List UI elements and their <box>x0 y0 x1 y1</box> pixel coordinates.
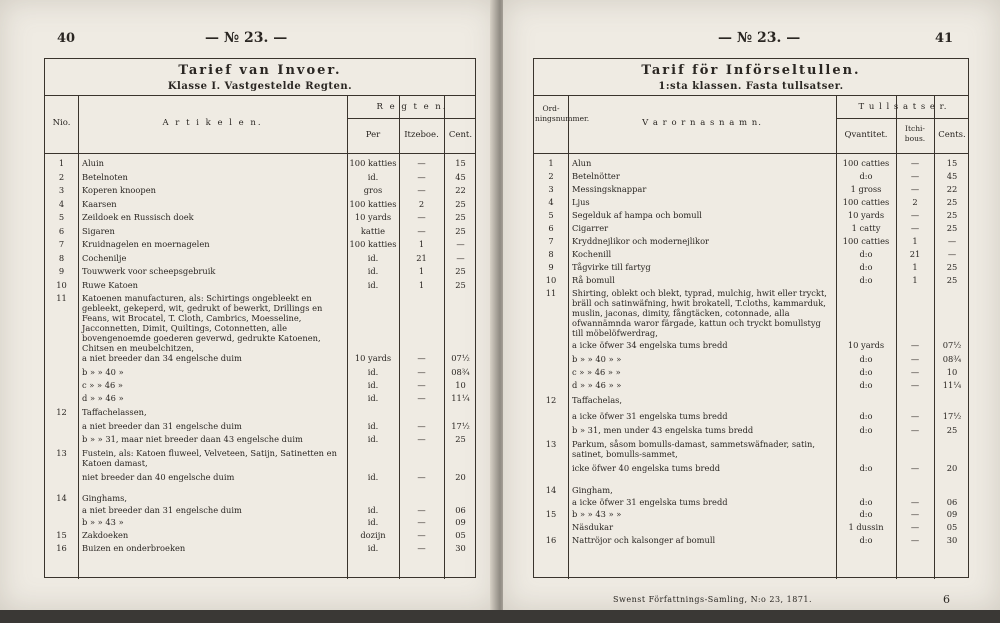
left-row-description: b » » 43 » <box>82 517 124 527</box>
right-row-cent: 05 <box>946 522 958 532</box>
right-table-row <box>534 395 968 411</box>
right-row-number: 6 <box>548 223 554 233</box>
right-row-cent: 25 <box>946 197 958 207</box>
right-table-row <box>534 522 968 535</box>
right-col-cents: Cents. <box>938 130 966 140</box>
right-row-number: 1 <box>548 158 554 168</box>
left-row-per: id. <box>367 434 379 444</box>
right-row-number: 15 <box>545 509 557 519</box>
right-row-number: 11 <box>545 288 557 298</box>
right-page-number: 41 <box>935 31 954 46</box>
right-row-description: icke öfwer 40 engelska tums bredd <box>572 463 720 473</box>
left-table-row <box>45 158 475 172</box>
right-footer-imprint: Swenst Författnings-Samling, N:o 23, 1871. <box>613 595 813 604</box>
right-row-itz: — <box>910 425 920 435</box>
left-row-itz: — <box>417 530 426 540</box>
right-row-description: a icke öfwer 31 engelska tums bredd <box>572 497 728 507</box>
left-row-cent: — <box>456 252 465 263</box>
left-row-cent: 45 <box>455 171 466 182</box>
right-row-cent: 20 <box>946 463 958 473</box>
left-table-row <box>45 407 475 421</box>
left-row-cent: 20 <box>455 472 466 482</box>
right-row-cent: 25 <box>946 275 958 285</box>
right-row-qty: d:o <box>859 262 873 272</box>
right-row-itz: 1 <box>912 275 918 285</box>
left-row-number: 4 <box>58 198 65 209</box>
left-table-row <box>45 472 475 493</box>
right-table-row <box>534 485 968 497</box>
left-running-head: — № 23. — <box>205 30 288 46</box>
right-row-description: Cigarrer <box>572 223 609 233</box>
left-table-row <box>45 367 475 380</box>
right-row-itz: — <box>910 509 920 519</box>
right-row-itz: — <box>910 497 920 507</box>
left-row-cent: 25 <box>455 212 466 222</box>
right-row-description: Alun <box>572 158 592 168</box>
left-row-number: 9 <box>58 266 65 276</box>
right-row-itz: — <box>910 158 920 168</box>
left-row-per: id. <box>367 266 379 276</box>
right-running-head: — № 23. — <box>718 30 801 46</box>
left-row-itz: — <box>417 517 426 527</box>
left-row-per: id. <box>367 393 379 403</box>
left-row-itz: — <box>417 472 426 482</box>
left-row-number: 16 <box>56 543 67 553</box>
left-row-per: 100 katties <box>349 158 397 168</box>
right-row-cent: 07½ <box>942 340 962 350</box>
right-table-row <box>534 411 968 425</box>
left-row-itz: — <box>417 353 426 363</box>
left-row-description: niet breeder dan 40 engelsche duim <box>82 472 235 482</box>
left-table-row <box>45 353 475 367</box>
left-row-description: a niet breeder dan 31 engelsche duim <box>82 421 242 431</box>
right-row-qty: d:o <box>859 425 873 435</box>
left-table-row <box>45 253 475 267</box>
left-row-number: 13 <box>56 448 67 458</box>
left-row-per: id. <box>367 171 379 182</box>
left-table-row <box>45 293 475 353</box>
left-row-itz: 21 <box>416 252 427 263</box>
left-row-itz: — <box>417 367 426 377</box>
right-row-cent: — <box>947 249 957 259</box>
right-row-qty: 10 yards <box>847 340 885 350</box>
left-row-cent: 25 <box>455 266 466 276</box>
left-row-per: id. <box>367 421 379 431</box>
left-table-row <box>45 199 475 213</box>
right-row-description: Kochenill <box>572 249 612 259</box>
left-row-description: b » » 31, maar niet breeder daan 43 engelsche duim <box>82 434 303 444</box>
left-column-header <box>45 96 475 154</box>
left-row-itz: — <box>417 225 426 236</box>
left-row-description: a niet breeder dan 34 engelsche duim <box>82 353 242 363</box>
right-row-qty: d:o <box>859 535 873 545</box>
right-row-number: 14 <box>545 485 557 495</box>
right-row-description: d » » 46 » » <box>572 380 622 390</box>
right-table-row <box>534 275 968 288</box>
left-table-row <box>45 517 475 530</box>
right-table-row <box>534 439 968 463</box>
right-row-itz: 2 <box>912 197 918 207</box>
right-col-group: T u l l s a t s e r. <box>858 102 948 112</box>
right-table-row <box>534 184 968 197</box>
right-row-description: Taffachelas, <box>572 395 623 405</box>
right-table-row <box>534 210 968 223</box>
right-row-cent: 30 <box>946 535 958 545</box>
right-row-number: 12 <box>545 395 557 405</box>
left-row-per: id. <box>367 517 379 527</box>
right-row-description: Näsdukar <box>572 522 614 532</box>
right-row-number: 3 <box>548 184 554 194</box>
right-row-description: Ljus <box>572 197 590 207</box>
left-row-itz: — <box>417 543 426 553</box>
right-row-description: a icke öfwer 34 engelska tums bredd <box>572 340 728 350</box>
left-row-itz: — <box>417 393 426 403</box>
left-row-cent: 15 <box>455 158 466 168</box>
left-col-group: R e g t e n. <box>376 102 448 112</box>
right-table-row <box>534 262 968 275</box>
left-row-per: 10 yards <box>354 212 392 222</box>
right-row-itz: — <box>910 223 920 233</box>
left-row-cent: 10 <box>455 380 466 390</box>
left-table-row <box>45 380 475 393</box>
left-table-subtitle: Klasse I. Vastgestelde Regten. <box>167 81 353 92</box>
left-row-number: 6 <box>58 225 65 236</box>
right-row-itz: — <box>910 354 920 364</box>
right-row-number: 9 <box>548 262 554 272</box>
right-row-itz: — <box>910 184 920 194</box>
left-row-cent: 22 <box>455 185 466 195</box>
right-row-description: Parkum, såsom bomulls-damast, sammetswäfnader, satin, satinet, bomulls-sammet, <box>572 439 815 459</box>
left-table-row <box>45 543 475 556</box>
left-row-number: 15 <box>56 530 67 540</box>
left-page <box>0 0 497 610</box>
right-table-row <box>534 463 968 485</box>
right-row-qty: 100 catties <box>842 236 890 246</box>
right-row-cent: 25 <box>946 210 958 220</box>
left-row-per: id. <box>367 252 379 263</box>
left-row-description: Ruwe Katoen <box>82 279 138 290</box>
right-row-qty: d:o <box>859 380 873 390</box>
right-row-itz: — <box>910 171 920 181</box>
right-row-itz: 1 <box>912 236 918 246</box>
right-table-row <box>534 367 968 380</box>
left-row-description: Kaarsen <box>82 198 117 209</box>
left-row-description: Kruidnagelen en moernagelen <box>82 239 210 249</box>
right-table-row <box>534 509 968 522</box>
right-row-itz: 21 <box>909 249 921 259</box>
right-table-row <box>534 197 968 210</box>
right-row-number: 7 <box>548 236 554 246</box>
left-table-row <box>45 421 475 434</box>
right-row-number: 8 <box>548 249 554 259</box>
left-row-per: 10 yards <box>354 353 392 363</box>
left-row-per: 100 katties <box>349 198 397 209</box>
right-row-qty: d:o <box>859 463 873 473</box>
right-row-description: Messingsknappar <box>572 184 647 194</box>
left-row-description: Sigaren <box>82 225 115 236</box>
left-row-per: id. <box>367 505 379 515</box>
right-row-description: Betelnötter <box>572 171 620 181</box>
right-table-subtitle: 1:sta klassen. Fasta tullsatser. <box>658 81 844 92</box>
left-table-row <box>45 226 475 240</box>
right-row-cent: 15 <box>946 158 958 168</box>
right-table-row <box>534 497 968 509</box>
left-row-cent: 07½ <box>451 353 470 363</box>
right-row-itz: — <box>910 535 920 545</box>
left-row-description: Taffachelassen, <box>82 407 147 417</box>
right-row-description: Rå bomull <box>572 275 615 285</box>
right-col-itzibous: Itchi-bous. <box>904 124 926 143</box>
left-table-title: Tarief van Invoer. <box>178 63 342 78</box>
left-row-description: Betelnoten <box>82 171 128 182</box>
left-row-number: 14 <box>56 493 67 503</box>
left-tariff-table <box>44 58 476 578</box>
left-table-row <box>45 172 475 186</box>
left-row-cent: 25 <box>455 434 466 444</box>
left-table-row <box>45 493 475 505</box>
left-row-cent: 25 <box>455 225 466 236</box>
right-table-row <box>534 236 968 249</box>
left-row-description: Zakdoeken <box>82 530 129 540</box>
left-table-row <box>45 212 475 226</box>
right-row-itz: — <box>910 380 920 390</box>
left-table-row <box>45 434 475 448</box>
right-table-row <box>534 223 968 236</box>
right-row-cent: 22 <box>946 184 958 194</box>
left-row-itz: — <box>417 505 426 515</box>
right-table-row <box>534 425 968 439</box>
left-row-description: Cochenilje <box>82 252 127 263</box>
left-row-number: 1 <box>58 158 65 168</box>
right-page <box>503 0 1000 610</box>
right-row-cent: 17½ <box>942 411 962 421</box>
left-row-number: 5 <box>58 212 65 222</box>
right-row-description: Shirting, oblekt och blekt, typrad, mulchig, hwit eller tryckt, bräll och satinwäfning, hwit brokatell, T.cloths, kammarduk, muslin, jaconas, dimity, fångtäcken, cotonnade, alla ofwannämnda waror färgade, kattun och tryckt bomullstyg till möbelöfwerdrag, <box>572 288 827 338</box>
right-table-title: Tarif för Införseltullen. <box>641 63 861 78</box>
right-table-row <box>534 249 968 262</box>
left-row-cent: 30 <box>455 543 466 553</box>
left-row-itz: 1 <box>418 239 425 249</box>
left-row-per: dozijn <box>360 530 386 540</box>
right-row-cent: 25 <box>946 223 958 233</box>
left-table-row <box>45 448 475 472</box>
right-row-itz: — <box>910 367 920 377</box>
left-table-row <box>45 530 475 543</box>
left-row-per: id. <box>367 279 379 290</box>
right-row-description: b » » 43 » » <box>572 509 622 519</box>
left-row-description: Koperen knoopen <box>82 185 156 195</box>
left-row-per: id. <box>367 543 379 553</box>
left-row-description: Katoenen manufacturen, als: Schirtings ongebleekt en gebleekt, gekeperd, wit, gedrukt of bewerkt, Drillings en Feans, wit Brocatel, T. Cloth, Cambrics, Moesseline, Jacconnetten, Dimit, Quiltings, Cotonnetten, alle bovengenoemde goederen geverwd, gedrukte Katoenen, Chitsen en meubelchitzen, <box>82 293 323 353</box>
right-row-cent: 08¾ <box>942 354 962 364</box>
left-row-number: 8 <box>58 252 65 263</box>
left-table-row <box>45 280 475 294</box>
right-row-qty: 1 catty <box>851 223 881 233</box>
left-row-itz: — <box>417 185 426 195</box>
left-table-row <box>45 393 475 407</box>
right-row-qty: d:o <box>859 367 873 377</box>
left-row-description: c » » 46 » <box>82 380 123 390</box>
right-row-itz: — <box>910 463 920 473</box>
left-row-cent: 08¾ <box>451 367 470 377</box>
right-row-cent: 06 <box>946 497 958 507</box>
left-title-box <box>45 59 475 96</box>
right-title-box <box>534 59 968 96</box>
left-col-per: Per <box>365 130 381 140</box>
left-row-cent: 25 <box>455 279 466 290</box>
right-row-cent: — <box>947 236 957 246</box>
right-row-qty: 100 catties <box>842 158 890 168</box>
left-table-row <box>45 266 475 280</box>
right-row-qty: d:o <box>859 497 873 507</box>
left-row-cent: 09 <box>455 517 466 527</box>
right-row-cent: 11¼ <box>942 380 962 390</box>
right-row-description: b » 31, men under 43 engelska tums bredd <box>572 425 754 435</box>
left-row-per: kattie <box>360 225 386 236</box>
left-row-description: Touwwerk voor scheepsgebruik <box>82 266 216 276</box>
right-row-description: a icke öfwer 31 engelska tums bredd <box>572 411 728 421</box>
left-col-cent: Cent. <box>448 130 473 140</box>
right-row-qty: d:o <box>859 509 873 519</box>
left-row-cent: 17½ <box>451 421 470 431</box>
right-row-number: 4 <box>548 197 554 207</box>
left-row-cent: 25 <box>455 198 466 209</box>
left-row-itz: 1 <box>418 279 425 290</box>
left-row-itz: 2 <box>418 198 425 209</box>
right-table-row <box>534 535 968 548</box>
right-row-qty: 10 yards <box>847 210 885 220</box>
left-row-itz: — <box>417 434 426 444</box>
right-col-qty: Qvantitet. <box>844 130 888 140</box>
right-row-itz: — <box>910 522 920 532</box>
left-page-number: 40 <box>57 31 76 46</box>
left-row-itz: — <box>417 158 426 168</box>
right-row-number: 10 <box>545 275 557 285</box>
right-row-cent: 45 <box>946 171 958 181</box>
left-row-description: Fustein, als: Katoen fluweel, Velveteen, Satijn, Satinetten en Katoen damast, <box>82 448 337 468</box>
right-row-cent: 09 <box>946 509 958 519</box>
left-col-itzeboe: Itzeboe. <box>404 130 439 140</box>
left-table-row <box>45 505 475 517</box>
right-row-qty: d:o <box>859 411 873 421</box>
left-row-description: d » » 46 » <box>82 393 124 403</box>
right-table-row <box>534 354 968 367</box>
right-row-description: Segelduk af hampa och bomull <box>572 210 702 220</box>
left-row-per: 100 katties <box>349 239 397 249</box>
right-row-description: Tågvirke till fartyg <box>572 262 651 272</box>
right-col-article: V a r o r n a s n a m n. <box>642 118 762 128</box>
left-col-no: Nio. <box>52 118 71 128</box>
left-row-description: a niet breeder dan 31 engelsche duim <box>82 505 242 515</box>
right-row-number: 5 <box>548 210 554 220</box>
right-row-qty: d:o <box>859 354 873 364</box>
right-row-description: Kryddnejlikor och modernejlikor <box>572 236 710 246</box>
right-row-cent: 25 <box>946 425 958 435</box>
right-row-qty: d:o <box>859 275 873 285</box>
left-table-row <box>45 239 475 253</box>
left-row-description: b » » 40 » <box>82 367 124 377</box>
right-row-qty: d:o <box>859 171 873 181</box>
right-table-row <box>534 288 968 340</box>
right-row-description: c » » 46 » » <box>572 367 621 377</box>
right-row-qty: 1 gross <box>850 184 882 194</box>
right-row-qty: 100 catties <box>842 197 890 207</box>
left-row-description: Ginghams, <box>82 493 127 503</box>
right-row-itz: 1 <box>912 262 918 272</box>
right-row-number: 2 <box>548 171 554 181</box>
left-row-per: id. <box>367 380 379 390</box>
left-row-description: Aluin <box>82 158 104 168</box>
right-table-row <box>534 380 968 395</box>
left-row-per: id. <box>367 367 379 377</box>
left-col-article: A r t i k e l e n. <box>162 118 263 128</box>
right-table-row <box>534 340 968 354</box>
left-row-number: 7 <box>58 239 65 249</box>
left-row-itz: — <box>417 421 426 431</box>
right-tariff-table <box>533 58 969 578</box>
left-row-number: 10 <box>56 279 67 290</box>
left-row-cent: 05 <box>455 530 466 540</box>
right-row-number: 16 <box>545 535 557 545</box>
left-row-cent: — <box>456 239 465 249</box>
right-column-header <box>534 96 968 154</box>
right-row-description: Gingham, <box>572 485 613 495</box>
left-table-row <box>45 185 475 199</box>
left-row-itz: 1 <box>418 266 425 276</box>
left-row-per: gros <box>363 185 383 195</box>
left-row-number: 12 <box>56 407 67 417</box>
right-table-row <box>534 171 968 184</box>
left-row-itz: — <box>417 171 426 182</box>
right-row-description: b » » 40 » » <box>572 354 622 364</box>
right-row-qty: d:o <box>859 249 873 259</box>
right-row-cent: 25 <box>946 262 958 272</box>
left-row-cent: 06 <box>455 505 466 515</box>
right-row-qty: 1 dussin <box>848 522 884 532</box>
right-row-itz: — <box>910 411 920 421</box>
left-row-number: 2 <box>58 171 65 182</box>
left-row-itz: — <box>417 380 426 390</box>
left-row-number: 3 <box>58 185 65 195</box>
left-row-per: id. <box>367 472 379 482</box>
right-table-row <box>534 158 968 171</box>
left-row-description: Buizen en onderbroeken <box>82 543 186 553</box>
left-row-description: Zeildoek en Russisch doek <box>82 212 194 222</box>
right-row-description: Nattröjor och kalsonger af bomull <box>572 535 716 545</box>
left-row-number: 11 <box>56 293 67 303</box>
left-row-itz: — <box>417 212 426 222</box>
left-row-cent: 11¼ <box>451 393 470 403</box>
right-signature-mark: 6 <box>943 593 950 606</box>
right-row-itz: — <box>910 340 920 350</box>
right-col-no: Ord-ningsnummer. <box>535 104 590 123</box>
right-row-itz: — <box>910 210 920 220</box>
right-row-cent: 10 <box>946 367 958 377</box>
right-row-number: 13 <box>545 439 557 449</box>
